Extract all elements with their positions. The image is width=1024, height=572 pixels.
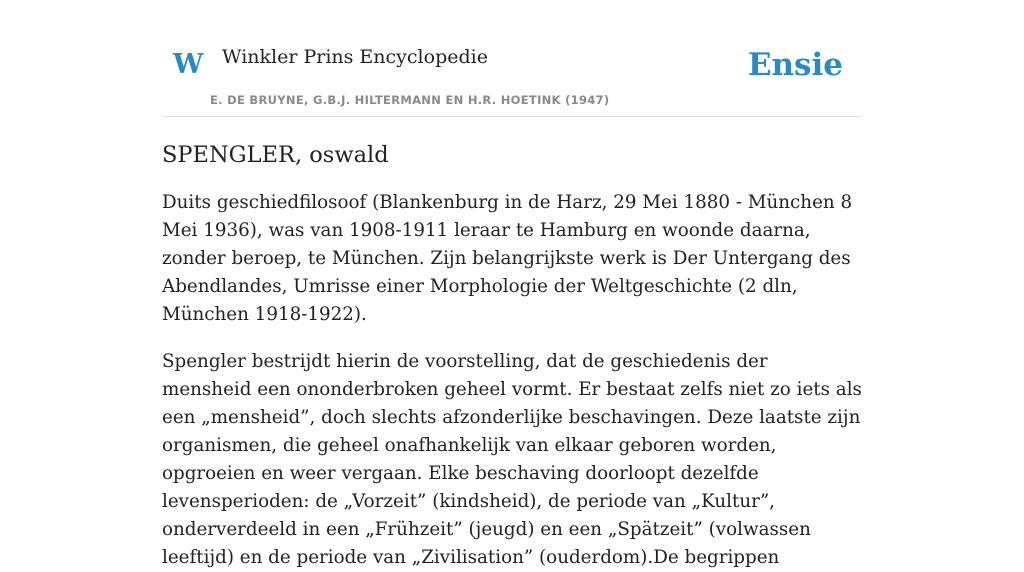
site-subtitle: E. DE BRUYNE, G.B.J. HILTERMANN EN H.R. HOETINK (1947) [210, 93, 610, 107]
site-header [162, 0, 862, 117]
article [162, 138, 862, 572]
brand-logo[interactable]: Ensie [747, 47, 843, 83]
logo-w-icon[interactable]: W [173, 49, 204, 80]
article-paragraph: Spengler bestrijdt hierin de voorstelling, dat de geschiedenis der mensheid een ononderbroken geheel vormt. Er bestaat zelfs niet zo iets als een „mensheid”, doch slechts afzonderlijke beschavingen. Deze laatste zijn organismen, die geheel onafhankelijk van elkaar geboren worden, opgroeien en weer vergaan. Elke beschaving doorloopt dezelfde levensperioden: de „Vorzeit” (kindsheid), de periode van „Kultur”, onderverdeeld in een „Frühzeit” (jeugd) en een „Spätzeit” (volwassen leeftijd) en de periode van „Zivilisation” (ouderdom).De begrippen [162, 351, 862, 568]
site-title[interactable]: Winkler Prins Encyclopedie [222, 46, 488, 68]
article-title: SPENGLER, oswald [162, 142, 389, 168]
article-paragraph: Duits geschiedfilosoof (Blankenburg in de Harz, 29 Mei 1880 - München 8 Mei 1936), was van 1908-1911 leraar te Hamburg en woonde daarna, zonder beroep, te München. Zijn belangrijkste werk is Der Untergang des Abendlandes, Umrisse einer Morphologie der Weltgeschichte (2 dln, München 1918-1922). [162, 192, 853, 325]
